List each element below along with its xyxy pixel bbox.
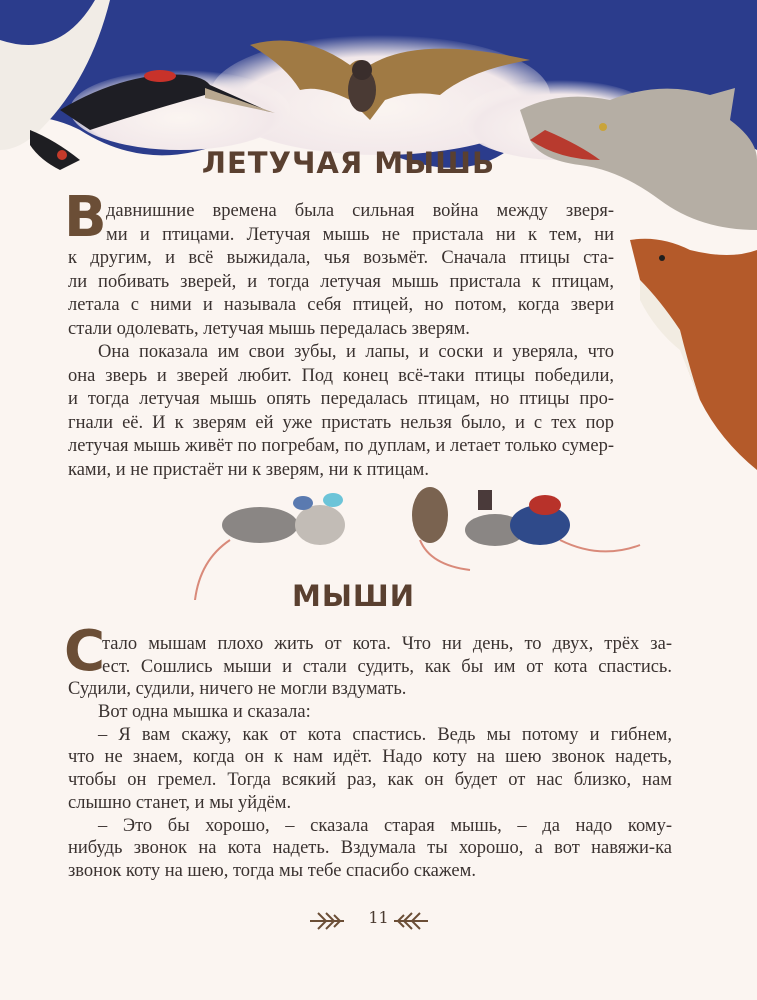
text-line: нибудь звонок на кота надеть. Вздумала ты хорошо, а вот навяжи-ка [68,838,672,859]
text-line: давнишние времена была сильная война между зверя- [106,201,614,221]
text-line: и тогда летучая мышь опять передалась птицам, но птицы про- [68,389,614,409]
text-line: ли побивать зверей, и тогда летучая мышь пристала к птицам, [68,271,614,292]
text-line: она зверь и зверей любит. Под конец всё-таки птицы победили, [68,365,614,386]
story-title-bat: ЛЕТУЧАЯ МЫШЬ [201,146,496,180]
text-line: ест. Сошлись мыши и стали судить, как бы им от кота спастись. [102,656,672,677]
ornament-right-icon [392,910,430,932]
text-line: летала с ними и называла себя птицей, но потом, когда звери [68,295,614,315]
text-line: Судили, судили, ничего не могли вздумать. [68,679,407,700]
text-line: Она показала им свои зубы, и лапы, и соски и уверяла, что [98,342,614,362]
drop-cap: С [64,619,106,684]
text-line: – Это бы хорошо, – сказала старая мышь, – да надо кому- [98,815,672,836]
story-text-bat [68,200,614,482]
text-line: к другим, и всё выжидала, чья возьмёт. Сначала птицы ста- [68,248,614,268]
drop-cap: В [64,185,107,250]
page-number: 11 [368,908,389,927]
story-title-mice: МЫШИ [291,579,415,613]
story-text-mice [68,633,672,883]
text-line: ками, и не пристаёт ни к зверям, ни к птицам. [68,459,430,480]
text-line: слышно станет, и мы уйдём. [68,792,292,813]
text-line: ми и птицами. Летучая мышь не пристала ни к тем, ни [106,224,614,245]
text-line: что не знаем, когда он к нам идёт. Надо коту на шею звонок надеть, [68,747,672,768]
text-line: Вот одна мышка и сказала: [98,702,311,723]
text-line: гнали её. И к зверям ей уже пристать нельзя было, и с тех пор [68,412,614,433]
text-line: – Я вам скажу, как от кота спастись. Ведь мы потому и гибнем, [98,724,672,745]
text-line: звонок коту на шею, тогда мы тебе спасибо скажем. [68,860,476,881]
text-line: летучая мышь живёт по погребам, по дуплам, и летает только сумер- [68,436,614,456]
text-line: тало мышам плохо жить от кота. Что ни день, то двух, трёх за- [102,634,672,654]
text-line: стали одолевать, летучая мышь передалась зверям. [68,318,470,339]
text-line: чтобы он гремел. Тогда всякий раз, как он будет от нас близко, нам [68,770,672,791]
fox-illustration [630,239,757,470]
